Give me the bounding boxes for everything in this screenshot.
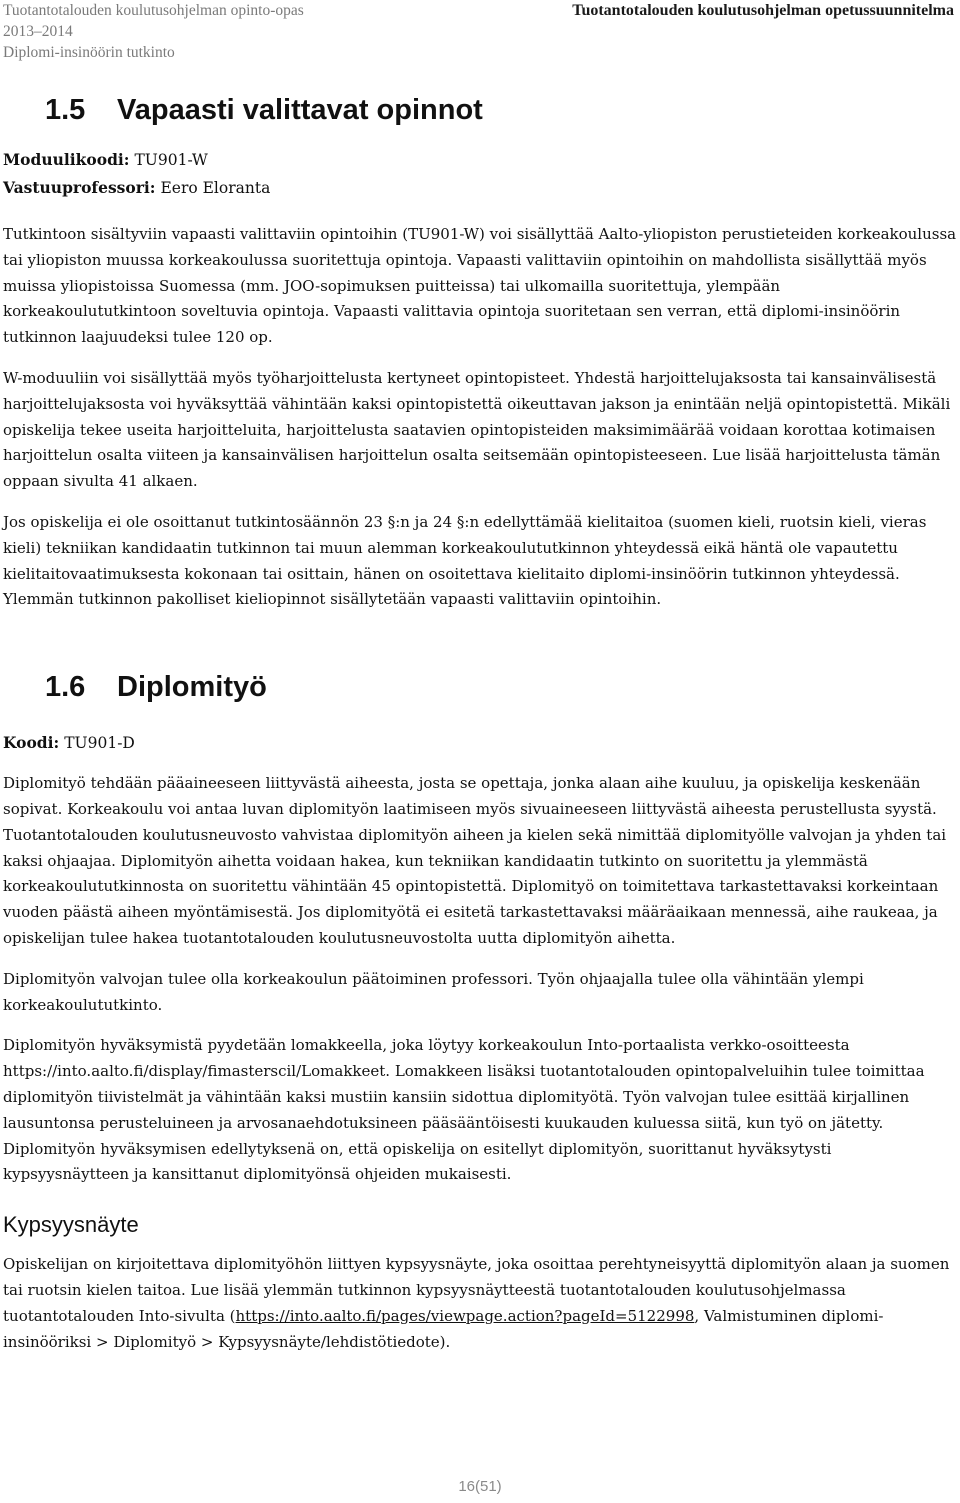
paragraph: Diplomityö tehdään pääaineeseen liittyvästä aiheesta, josta se opettaja, jonka alaan aihe kuuluu, ja opiskelija keskenään sopivat. Korkeakoulu voi antaa luvan diplomityön laatimiseen myös sivuaineeseen liittyvästä aiheesta perustellusta syystä. Tuotantotalouden koulutusneuvosto vahvistaa diplomityön aiheen ja kielen sekä nimittää diplomityölle valvojan ja yhden tai kaksi ohjaajaa. Diplomityön aihetta voidaan hakea, kun tekniikan kandidaatin tutkinto on suoritettu ja ylemmästä korkeakoulututkinnosta on suoritettu vähintään 45 opintopistettä. Diplomityö on toimitettava tarkastettavaksi korkeintaan vuoden päästä aiheen myöntämisestä. Jos diplomityötä ei esitetä tarkastettavaksi määräaikaan mennessä, aihe raukeaa, ja opiskelijan tulee hakea tuotantotalouden koulutusneuvostolta uutta diplomityön aihetta. [3, 774, 947, 947]
module-code-label: Moduulikoodi: [3, 150, 130, 169]
header-curriculum-title: Tuotantotalouden koulutusohjelman opetussuunnitelma [572, 2, 954, 19]
section-title: Diplomityö [117, 671, 267, 704]
professor-value: Eero Eloranta [160, 179, 271, 197]
paragraph: Tutkintoon sisältyviin vapaasti valittaviin opintoihin (TU901-W) voi sisällyttää Aalto-yliopiston perustieteiden korkeakoulussa tai yliopiston muussa korkeakoulussa suoritettuja opintoja. Vapaasti valittaviin opintoihin on mahdollista sisällyttää myös muissa yliopistoissa Suomessa (mm. JOO-sopimuksen puitteissa) tai ulkomailla suoritettuja, ylempään korkeakoulututkintoon soveltuvia opintoja. Vapaasti valittavia opintoja suoritetaan sen verran, että diplomi-insinöörin tutkinnon laajuudeksi tulee 120 op. [3, 225, 957, 347]
section-1-5-heading [3, 88, 958, 132]
header-guide-title: Tuotantotalouden koulutusohjelman opinto-opas [3, 2, 304, 19]
kypsyysnayte-paragraph [3, 1252, 958, 1355]
paragraph: Diplomityön hyväksymistä pyydetään lomakkeella, joka löytyy korkeakoulun Into-portaalista verkko-osoitteesta https://into.aalto.fi/display/fimasterscil/Lomakkeet. Lomakkeen lisäksi tuotantotalouden opintopalveluihin tulee toimittaa diplomityön tiivistelmät ja vähintään kaksi mustiin kansiin sidottua diplomityötä. Työn valvojan tulee esittää kirjallinen lausuntonsa perusteluineen ja arvosanaehdotuksineen pääsääntöisesti kuukauden kuluessa siitä, kun työ on jätetty. Diplomityön hyväksymisen edellytyksenä on, että opiskelija on esitellyt diplomityön, suorittanut hyväksytysti kypsyysnäytteen ja kansittanut diplomityönsä ohjeiden mukaisesti. [3, 1036, 925, 1184]
professor-label: Vastuuprofessori: [3, 178, 156, 197]
page-header [0, 0, 960, 62]
section-number: 1.6 [45, 671, 86, 704]
section-title: Vapaasti valittavat opinnot [117, 94, 483, 126]
section-number: 1.5 [45, 94, 86, 126]
module-meta [3, 146, 958, 202]
header-left [3, 0, 304, 63]
kypsyysnayte-heading: Kypsyysnäyte [3, 1212, 139, 1238]
professor-row [3, 174, 958, 202]
module-code-value: TU901-W [134, 151, 208, 169]
paragraph: Jos opiskelija ei ole osoittanut tutkintosäännön 23 §:n ja 24 §:n edellyttämää kielitaitoa (suomen kieli, ruotsin kieli, vieras kieli) tekniikan kandidaatin tutkinnon tai muun alemman korkeakoulututkinnon yhteydessä eikä häntä ole vapautettu kielitaitovaatimuksesta kokonaan tai osittain, hänen on osoitettava kielitaito diplomi-insinöörin tutkinnon yhteydessä. Ylemmän tutkinnon pakolliset kieliopinnot sisällytetään vapaasti valittaviin opintoihin. [3, 512, 927, 609]
module-code-row [3, 146, 958, 174]
header-degree: Diplomi-insinöörin tutkinto [3, 44, 175, 61]
code-meta [3, 729, 958, 757]
paragraph: W-moduuliin voi sisällyttää myös työharjoittelusta kertyneet opintopisteet. Yhdestä harjoittelujaksosta tai kansainvälisestä harjoittelujaksosta voi hyväksyttää vähintään kaksi opintopistettä oikeuttavan jakson ja enintään neljä opintopistettä. Mikäli opiskelija tekee useita harjoitteluita, harjoittelusta saatavien opintopisteiden maksimimäärää voidaan korottaa kotimaisen harjoittelun osalta viiteen ja kansainvälisen harjoittelun osalta seitsemään opintopisteeseen. Lue lisää harjoittelusta tämän oppaan sivulta 41 alkaen. [3, 368, 951, 491]
kypsyysnayte-text-end: , Valmistuminen diplomi-insinööriksi > Diplomityö > Kypsyysnäyte/lehdistötiedote). [3, 1306, 884, 1351]
paragraph: Diplomityön valvojan tulee olla korkeakoulun päätoiminen professori. Työn ohjaajalla tulee olla vähintään ylempi korkeakoulututkinto. [3, 969, 864, 1014]
into-link[interactable]: https://into.aalto.fi/pages/viewpage.action?pageId=5122998 [235, 1306, 695, 1325]
code-label: Koodi: [3, 733, 60, 753]
page-number: 16(51) [458, 1478, 502, 1495]
code-value: TU901-D [64, 734, 135, 753]
code-row [3, 729, 958, 757]
kypsyysnayte-text: Opiskelijan on kirjoitettava diplomityöhön liittyen kypsyysnäyte, joka osoittaa perehtyneisyyttä diplomityön alaan ja suomen tai ruotsin kielen taitoa. Lue lisää ylemmän tutkinnon kypsyysnäytteestä tuotantotalouden koulutusohjelmassa tuotantotalouden Into-sivulta ( [3, 1255, 950, 1325]
section-1-6-heading [3, 665, 958, 709]
document-body [3, 88, 958, 1355]
header-year: 2013–2014 [3, 23, 73, 40]
